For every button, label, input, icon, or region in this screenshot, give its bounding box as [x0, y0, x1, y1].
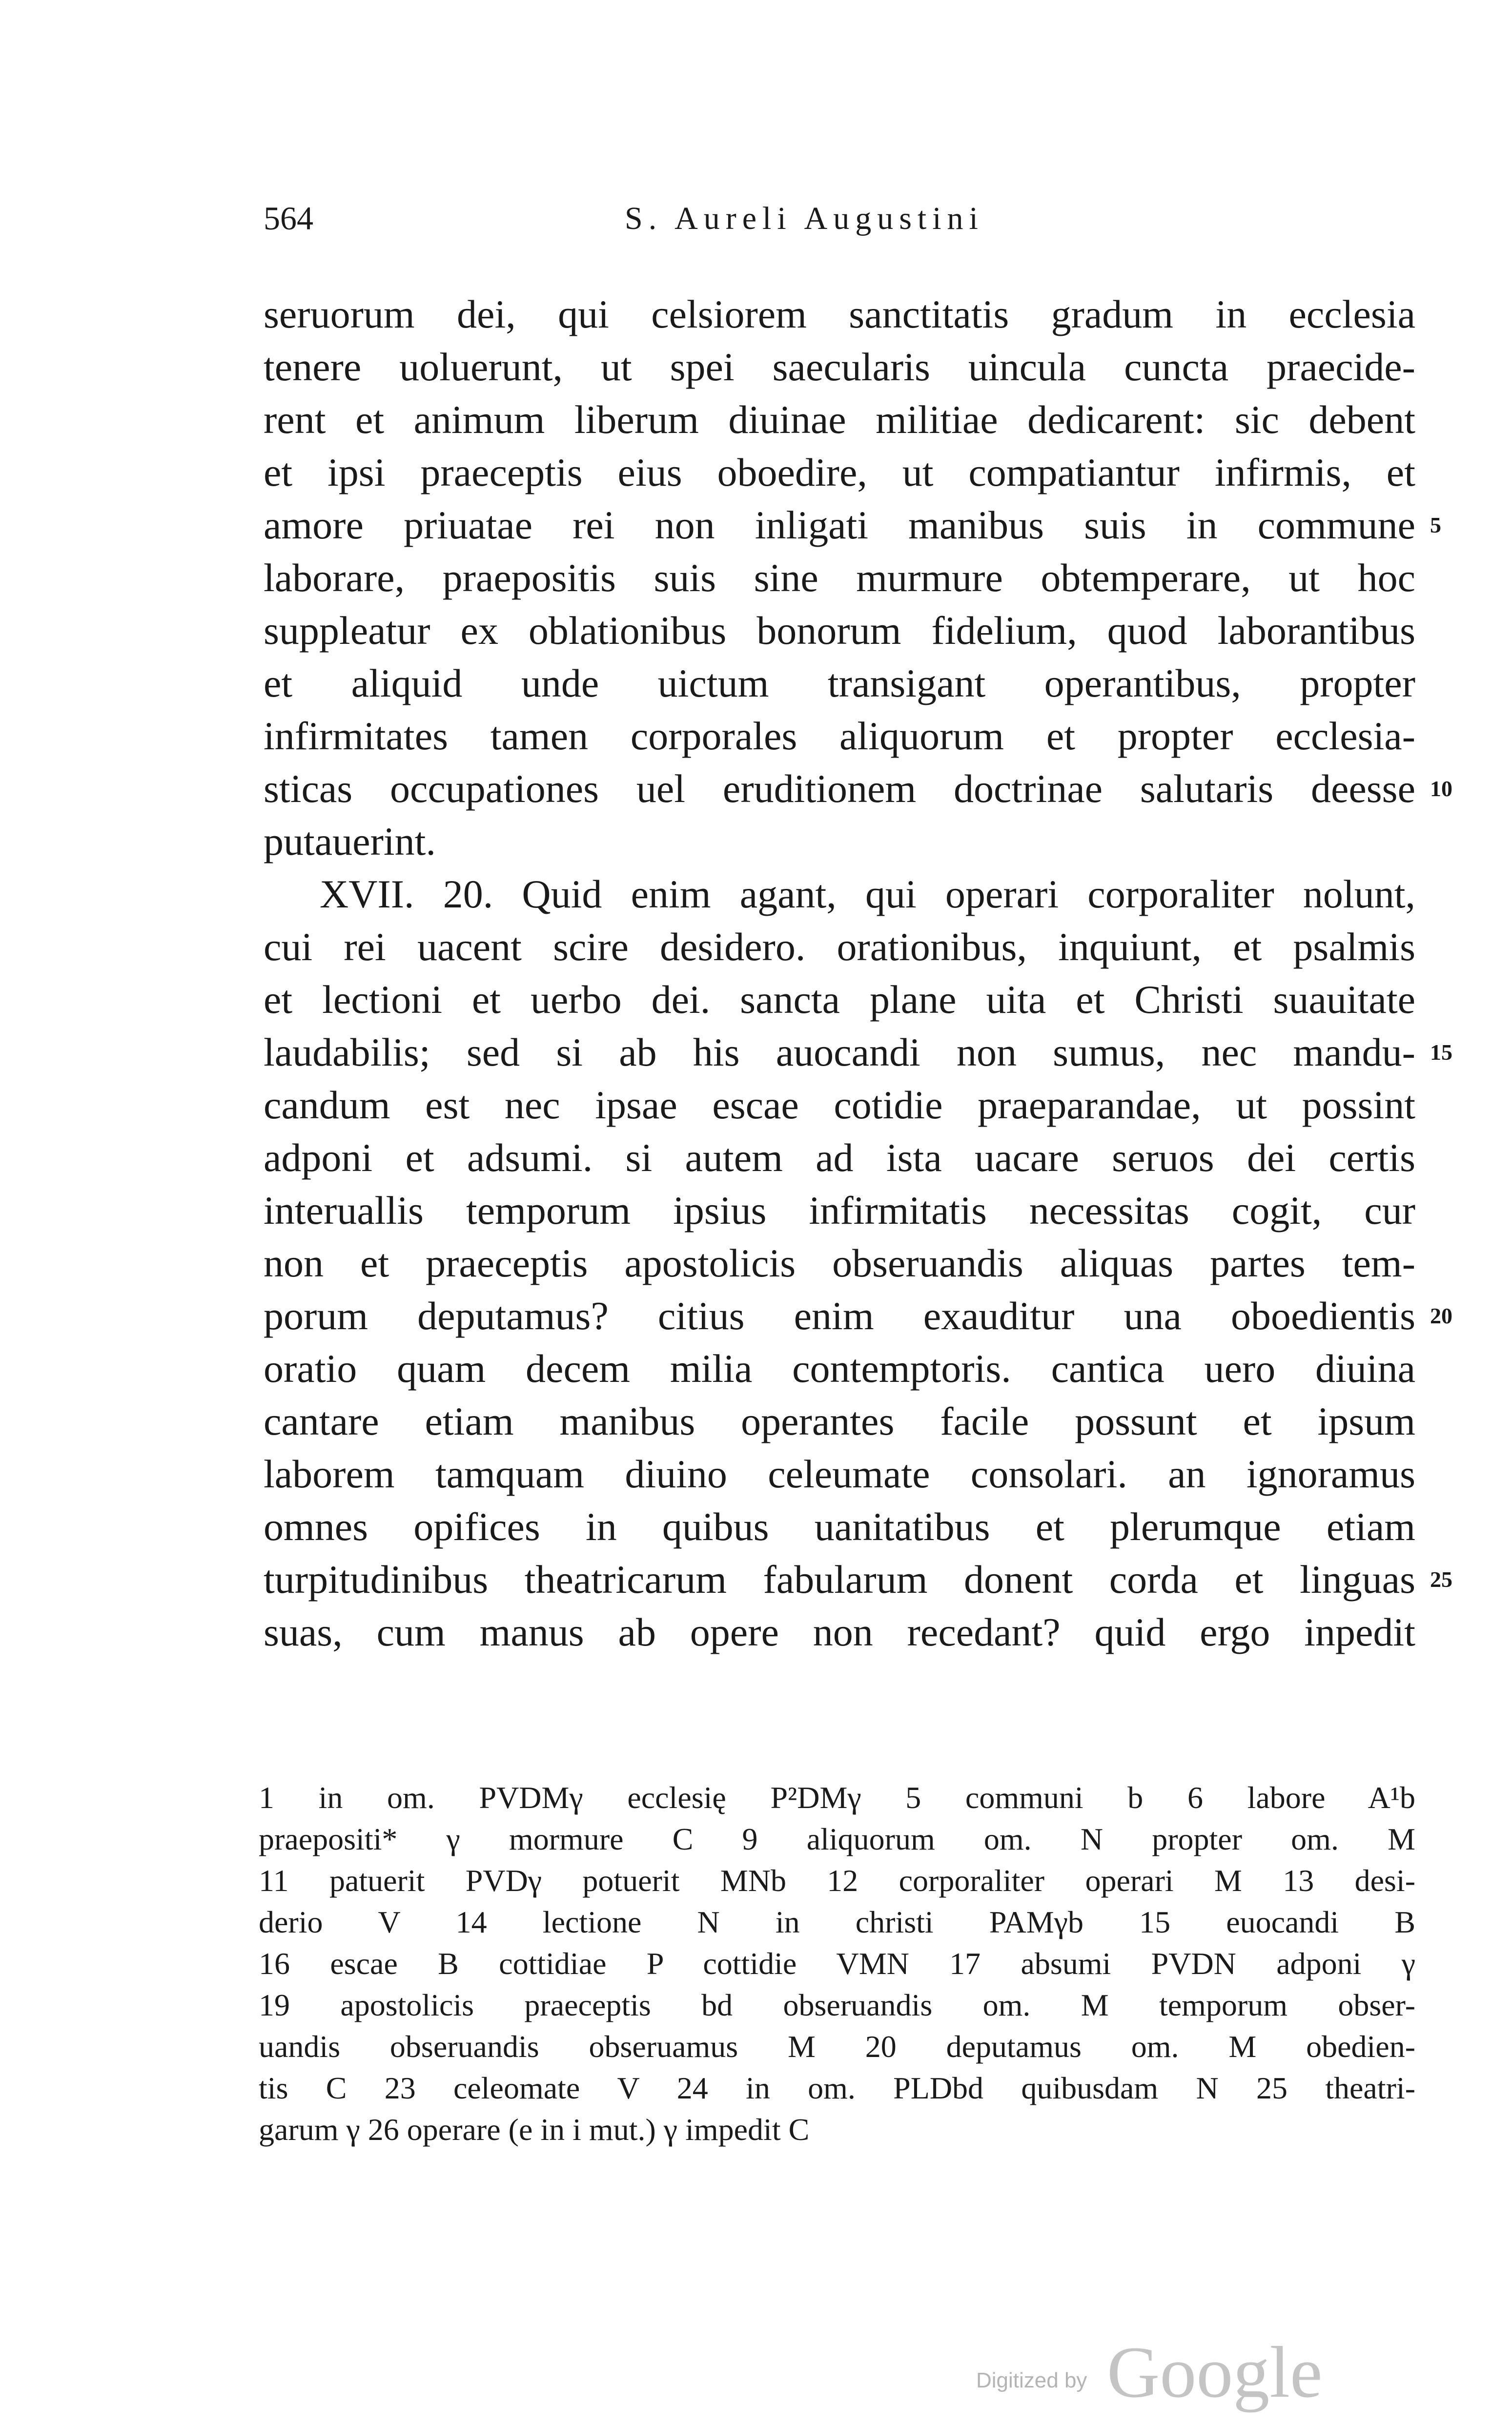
- text-line: oratio quam decem milia contemptoris. cantica uero diuina: [264, 1346, 1415, 1391]
- text-line: et ipsi praeceptis eius oboedire, ut compatiantur infirmis, et: [264, 450, 1415, 494]
- text-line: candum est nec ipsae escae cotidie praeparandae, ut possint: [264, 1083, 1415, 1127]
- apparatus-line: 16 escae B cottidiae P cottidie VMN 17 absumi PVDN adponi γ: [259, 1946, 1415, 1981]
- apparatus-line: tis C 23 celeomate V 24 in om. PLDbd quibusdam N 25 theatri-: [259, 2071, 1415, 2105]
- text-line: porum deputamus? citius enim exauditur una oboedientis 20: [264, 1290, 1415, 1342]
- apparatus-line: praepositi* γ mormure C 9 aliquorum om. N propter om. M: [259, 1822, 1415, 1856]
- text-line: seruorum dei, qui celsiorem sanctitatis gradum in ecclesia: [264, 292, 1415, 336]
- text-line: laborare, praepositis suis sine murmure obtemperare, ut hoc: [264, 555, 1415, 600]
- text-line-chapter-start: XVII. 20. Quid enim agant, qui operari corporaliter nolunt,: [320, 872, 1415, 916]
- text-line: laudabilis; sed si ab his auocandi non sumus, nec mandu- 15: [264, 1026, 1415, 1079]
- apparatus-line: 19 apostolicis praeceptis bd obseruandis om. M temporum obser-: [259, 1988, 1415, 2022]
- text-line: sticas occupationes uel eruditionem doctrinae salutaris deesse 10: [264, 762, 1415, 815]
- watermark-small-text: Digitized by: [976, 2368, 1087, 2392]
- text-line: laborem tamquam diuino celeumate consolari. an ignoramus: [264, 1452, 1415, 1496]
- critical-apparatus: [259, 1777, 1415, 2150]
- text-line: putauerint.: [264, 819, 436, 864]
- text-line: amore priuatae rei non inligati manibus suis in commune 5: [264, 499, 1415, 552]
- text-line: omnes opifices in quibus uanitatibus et plerumque etiam: [264, 1504, 1415, 1549]
- text-line: suas, cum manus ab opere non recedant? quid ergo inpedit: [264, 1610, 1415, 1654]
- text-line: rent et animum liberum diuinae militiae dedicarent: sic debent: [264, 397, 1415, 442]
- page-number: 564: [264, 200, 313, 237]
- text-line: non et praeceptis apostolicis obseruandis aliquas partes tem-: [264, 1241, 1415, 1285]
- text-line: cantare etiam manibus operantes facile possunt et ipsum: [264, 1399, 1415, 1443]
- line-number: 10: [1430, 776, 1452, 801]
- text-line: infirmitates tamen corporales aliquorum et propter ecclesia-: [264, 714, 1415, 758]
- apparatus-line: 11 patuerit PVDγ potuerit MNb 12 corporaliter operari M 13 desi-: [259, 1863, 1415, 1898]
- line-number: 15: [1430, 1040, 1452, 1065]
- text-line: turpitudinibus theatricarum fabularum donent corda et linguas 25: [264, 1553, 1415, 1606]
- line-number: 20: [1430, 1303, 1452, 1328]
- text-line: et aliquid unde uictum transigant operantibus, propter: [264, 661, 1415, 705]
- text-line: et lectioni et uerbo dei. sancta plane uita et Christi suauitate: [264, 977, 1415, 1022]
- apparatus-line: garum γ 26 operare (e in i mut.) γ impedit C: [259, 2112, 810, 2147]
- apparatus-line: uandis obseruandis obseruamus M 20 deputamus om. M obedien-: [259, 2029, 1415, 2064]
- line-number: 5: [1430, 513, 1441, 537]
- text-line: suppleatur ex oblationibus bonorum fidelium, quod laborantibus: [264, 608, 1415, 653]
- page-header: [264, 199, 1415, 243]
- text-line: tenere uoluerunt, ut spei saecularis uincula cuncta praecide-: [264, 345, 1415, 389]
- google-logo: Google: [1107, 2332, 1323, 2413]
- text-line: interuallis temporum ipsius infirmitatis necessitas cogit, cur: [264, 1188, 1415, 1233]
- text-line: cui rei uacent scire desidero. orationibus, inquiunt, et psalmis: [264, 925, 1415, 969]
- main-text-block: [264, 288, 1452, 1659]
- running-title: S. Aureli Augustini: [625, 201, 984, 236]
- text-line: adponi et adsumi. si autem ad ista uacare seruos dei certis: [264, 1135, 1415, 1180]
- apparatus-line: derio V 14 lectione N in christi PAMγb 15 euocandi B: [259, 1905, 1415, 1939]
- apparatus-line: 1 in om. PVDMγ ecclesię P²DMγ 5 communi b 6 labore A¹b: [259, 1780, 1415, 1815]
- line-number: 25: [1430, 1567, 1452, 1592]
